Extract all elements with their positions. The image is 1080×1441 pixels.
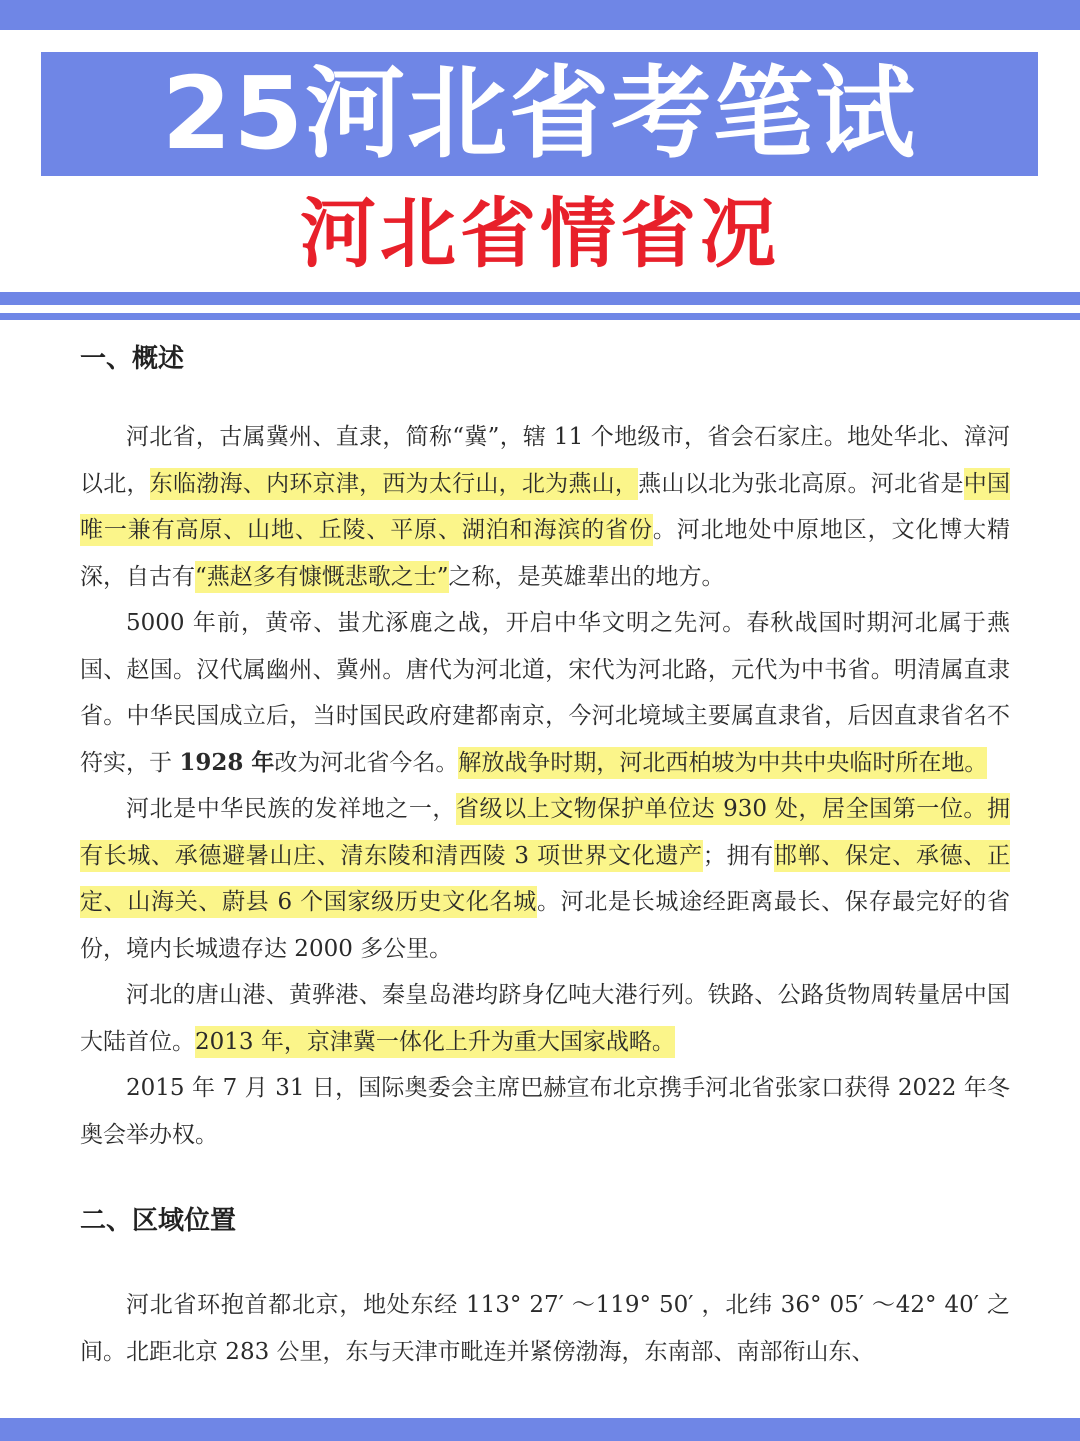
paragraph bbox=[80, 600, 1010, 786]
text-run: 。河北地处中原地区，文化博大精深，自古有 bbox=[80, 517, 1011, 590]
highlighted-text: “燕赵多有慷慨悲歌之士” bbox=[195, 561, 449, 593]
paragraph bbox=[80, 1065, 1010, 1158]
text-run: 燕山以北为张北高原。河北省是 bbox=[638, 470, 964, 497]
highlighted-text: 解放战争时期，河北西柏坡为中共中央临时所在地。 bbox=[458, 747, 987, 779]
page-subtitle: 河北省情省况 bbox=[300, 189, 780, 278]
text-run: 改为河北省今名。 bbox=[274, 749, 459, 776]
paragraph bbox=[80, 1282, 1010, 1375]
spacer bbox=[80, 1158, 1010, 1194]
text-run: 2015 年 7 月 31 日，国际奥委会主席巴赫宣布北京携手河北省张家口获得 2022 年冬奥会举办权。 bbox=[80, 1075, 1010, 1148]
header-divider-thin bbox=[0, 313, 1080, 320]
section-heading-overview: 一、概述 bbox=[80, 344, 185, 374]
text-run: 5000 年前，黄帝、蚩尤涿鹿之战，开启中华文明之先河。春秋战国时期河北属于燕国、赵国。汉代属幽州、冀州。唐代为河北道，宋代为河北路，元代为中书省。明清属直隶省。中华民国成立后，当时国民政府建都南京，今河北境域主要属直隶省，后因直隶省名不符实，于 bbox=[80, 610, 1010, 776]
bold-text: 1928 年 bbox=[179, 748, 275, 776]
top-accent-bar bbox=[0, 0, 1080, 30]
highlighted-text: 中国唯一兼有高原、山地、丘陵、平原、湖泊和海滨的省份 bbox=[80, 468, 1010, 547]
spacer bbox=[80, 386, 1010, 414]
text-run: 河北的唐山港、黄骅港、秦皇岛港均跻身亿吨大港行列。铁路、公路货物周转量居中国大陆首位。 bbox=[80, 982, 1010, 1055]
paragraph bbox=[80, 972, 1010, 1065]
bottom-accent-bar bbox=[0, 1418, 1080, 1441]
highlighted-text: 东临渤海、内环京津，西为太行山，北为燕山， bbox=[150, 468, 638, 500]
paragraph bbox=[80, 786, 1010, 972]
highlighted-text: 2013 年，京津冀一体化上升为重大国家战略。 bbox=[195, 1026, 675, 1058]
paragraph bbox=[80, 414, 1010, 600]
title-banner bbox=[41, 52, 1038, 176]
page-title: 25河北省考笔试 bbox=[161, 55, 918, 172]
header-divider-thick bbox=[0, 292, 1080, 305]
text-run: 。河北是长城途经距离最长、保存最完好的省份，境内长城遗存达 2000 多公里。 bbox=[80, 889, 1010, 962]
document-body bbox=[80, 330, 1010, 1375]
highlighted-text: 邯郸、保定、承德、正定、山海关、蔚县 6 个国家级历史文化名城 bbox=[80, 840, 1010, 919]
text-run: 河北省环抱首都北京，地处东经 113° 27′ ～119° 50′ ，北纬 36° 05′ ～42° 40′ 之间。北距北京 283 公里，东与天津市毗连并紧傍渤海，东南部、南部衔山东、 bbox=[80, 1292, 1010, 1365]
highlighted-text: 省级以上文物保护单位达 930 处，居全国第一位。拥有长城、承德避暑山庄、清东陵和清西陵 3 项世界文化遗产 bbox=[80, 793, 1010, 872]
text-run: ；拥有 bbox=[702, 842, 774, 869]
text-run: 之称，是英雄辈出的地方。 bbox=[448, 563, 725, 590]
text-run: 河北是中华民族的发祥地之一， bbox=[126, 796, 456, 822]
text-run: 河北省，古属冀州、直隶，简称“冀”，辖 11 个地级市，省会石家庄。地处华北、漳河以北， bbox=[80, 424, 1010, 497]
spacer bbox=[80, 1248, 1010, 1282]
section-heading-location: 二、区域位置 bbox=[80, 1206, 237, 1236]
